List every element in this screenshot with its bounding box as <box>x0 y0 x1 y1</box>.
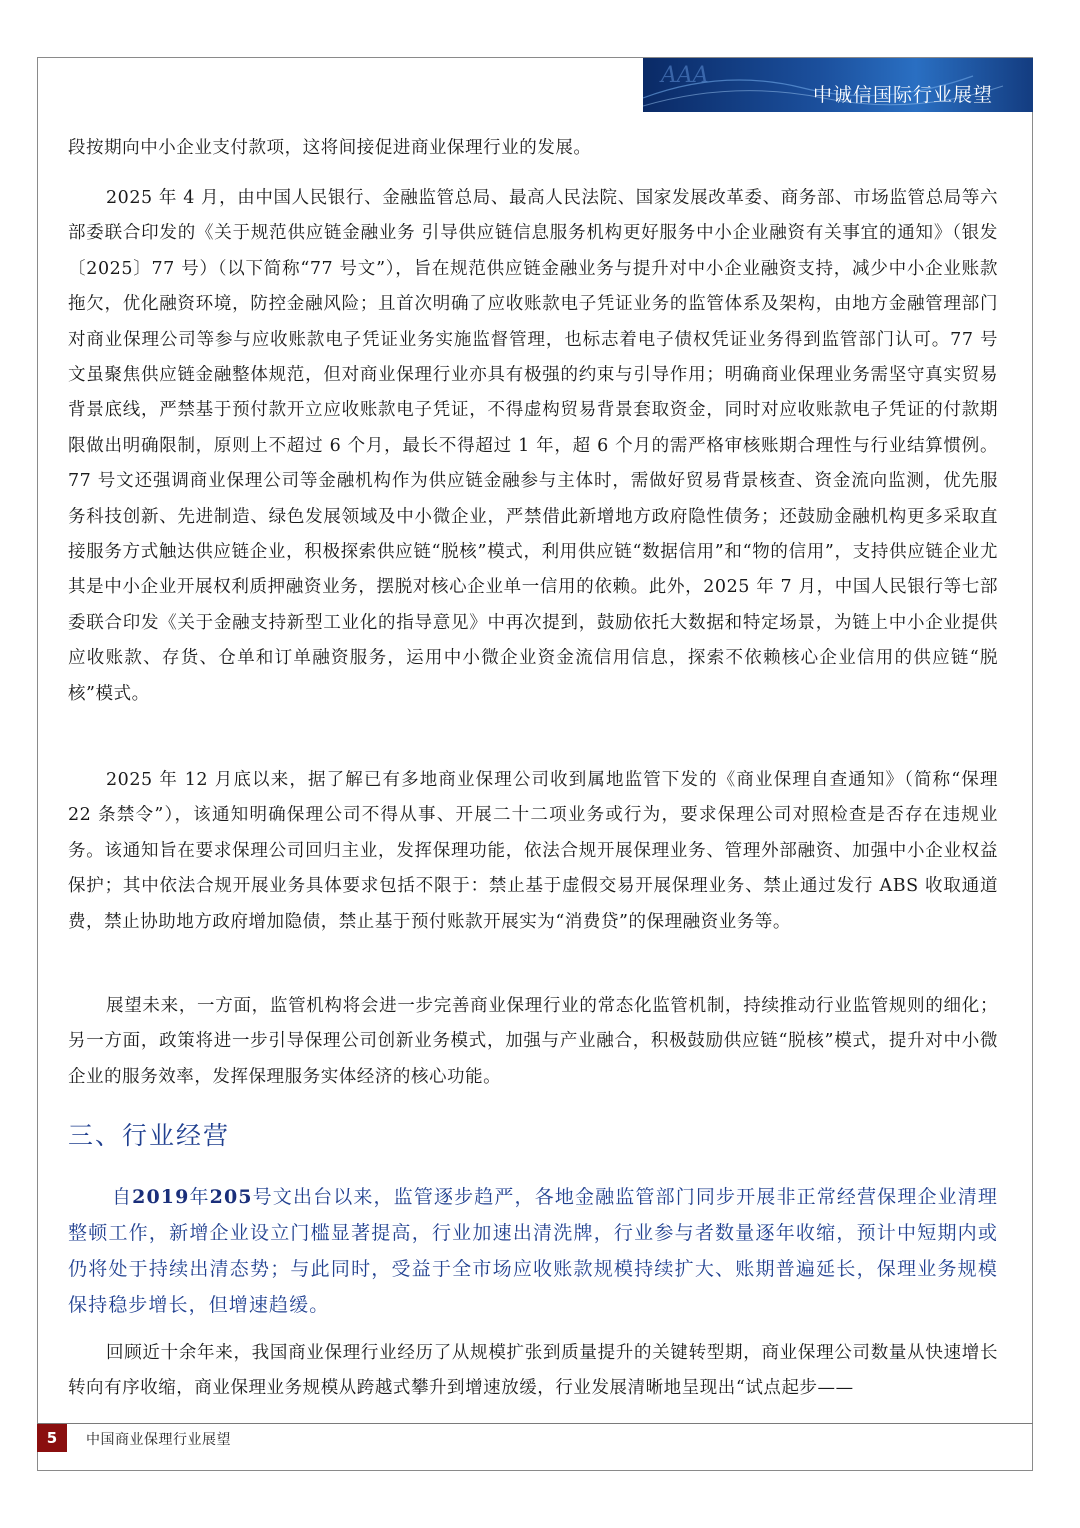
paragraph-review: 回顾近十余年来，我国商业保理行业经历了从规模扩张到质量提升的关键转型期，商业保理公司数量从快速增长转向有序收缩，商业保理业务规模从跨越式攀升到增速放缓，行业发展清晰地呈现出“试点起步—— <box>68 1343 998 1399</box>
footer-report-title: 中国商业保理行业展望 <box>86 1432 231 1448</box>
footer-divider <box>37 1423 1033 1424</box>
section-heading: 三、行业经营 <box>68 1121 231 1150</box>
paragraph-outlook: 展望未来，一方面，监管机构将会进一步完善商业保理行业的常态化监管机制，持续推动行业监管规则的细化；另一方面，政策将进一步引导保理公司创新业务模式，加强与产业融合，积极鼓励供应链“脱核”模式，提升对中小微企业的服务效率，发挥保理服务实体经济的核心功能。 <box>68 996 998 1087</box>
header-banner <box>643 58 1033 112</box>
paragraph-continuation: 段按期向中小企业支付款项，这将间接促进商业保理行业的发展。 <box>68 138 592 158</box>
paragraph-notice-77: 2025 年 4 月，由中国人民银行、金融监管总局、最高人民法院、国家发展改革委、商务部、市场监管总局等六部委联合印发的《关于规范供应链金融业务 引导供应链信息服务机构更好服务中小企业融资有关事宜的通知》（银发〔2025〕77 号）（以下简称“77 号文”），旨在规范供应链金融业务与提升对中小企业融资支持，减少中小企业账款拖欠，优化融资环境，防控金融风险；且首次明确了应收账款电子凭证业务的监管体系及架构，由地方金融管理部门对商业保理公司等参与应收账款电子凭证业务实施监督管理，也标志着电子债权凭证业务得到监管部门认可。77 号文虽聚焦供应链金融整体规范，但对商业保理行业亦具有极强的约束与引导作用；明确商业保理业务需坚守真实贸易背景底线，严禁基于预付款开立应收账款电子凭证，不得虚构贸易背景套取资金，同时对应收账款电子凭证的付款期限做出明确限制，原则上不超过 6 个月，最长不得超过 1 年，超 6 个月的需严格审核账期合理性与行业结算惯例。77 号文还强调商业保理公司等金融机构作为供应链金融参与主体时，需做好贸易背景核查、资金流向监测，优先服务科技创新、先进制造、绿色发展领域及中小微企业，严禁借此新增地方政府隐性债务；还鼓励金融机构更多采取直接服务方式触达供应链企业，积极探索供应链“脱核”模式，利用供应链“数据信用”和“物的信用”，支持供应链企业尤其是中小企业开展权利质押融资业务，摆脱对核心企业单一信用的依赖。此外，2025 年 7 月，中国人民银行等七部委联合印发《关于金融支持新型工业化的指导意见》中再次提到，鼓励依托大数据和特定场景，为链上中小企业提供应收账款、存货、仓单和订单融资服务，运用中小微企业资金流信用信息，探索不依赖核心企业信用的供应链“脱核”模式。 <box>68 188 998 704</box>
section-summary: 自2019年205号文出台以来，监管逐步趋严，各地金融监管部门同步开展非正常经营保理企业清理整顿工作，新增企业设立门槛显著提高，行业加速出清洗牌，行业参与者数量逐年收缩，预计中短期内或仍将处于持续出清态势；与此同时，受益于全市场应收账款规模持续扩大、账期普遍延长，保理业务规模保持稳步增长，但增速趋缓。 <box>68 1186 999 1316</box>
page-number: 5 <box>37 1424 67 1452</box>
summary-year: 2019 <box>132 1186 190 1208</box>
paragraph-22-prohibitions: 2025 年 12 月底以来，据了解已有多地商业保理公司收到属地监管下发的《商业保理自查通知》（简称“保理 22 条禁令”），该通知明确保理公司不得从事、开展二十二项业务或行为，要求保理公司对照检查是否存在违规业务。该通知旨在要求保理公司回归主业，发挥保理功能，依法合规开展保理业务、管理外部融资、加强中小企业权益保护；其中依法合规开展业务具体要求包括不限于：禁止基于虚假交易开展保理业务、禁止通过发行 ABS 收取通道费，禁止协助地方政府增加隐债，禁止基于预付账款开展实为“消费贷”的保理融资业务等。 <box>68 770 998 932</box>
summary-doc-number: 205 <box>209 1186 253 1208</box>
banner-deco-text: AAA <box>661 63 709 88</box>
header-title: 中诚信国际行业展望 <box>812 84 993 106</box>
